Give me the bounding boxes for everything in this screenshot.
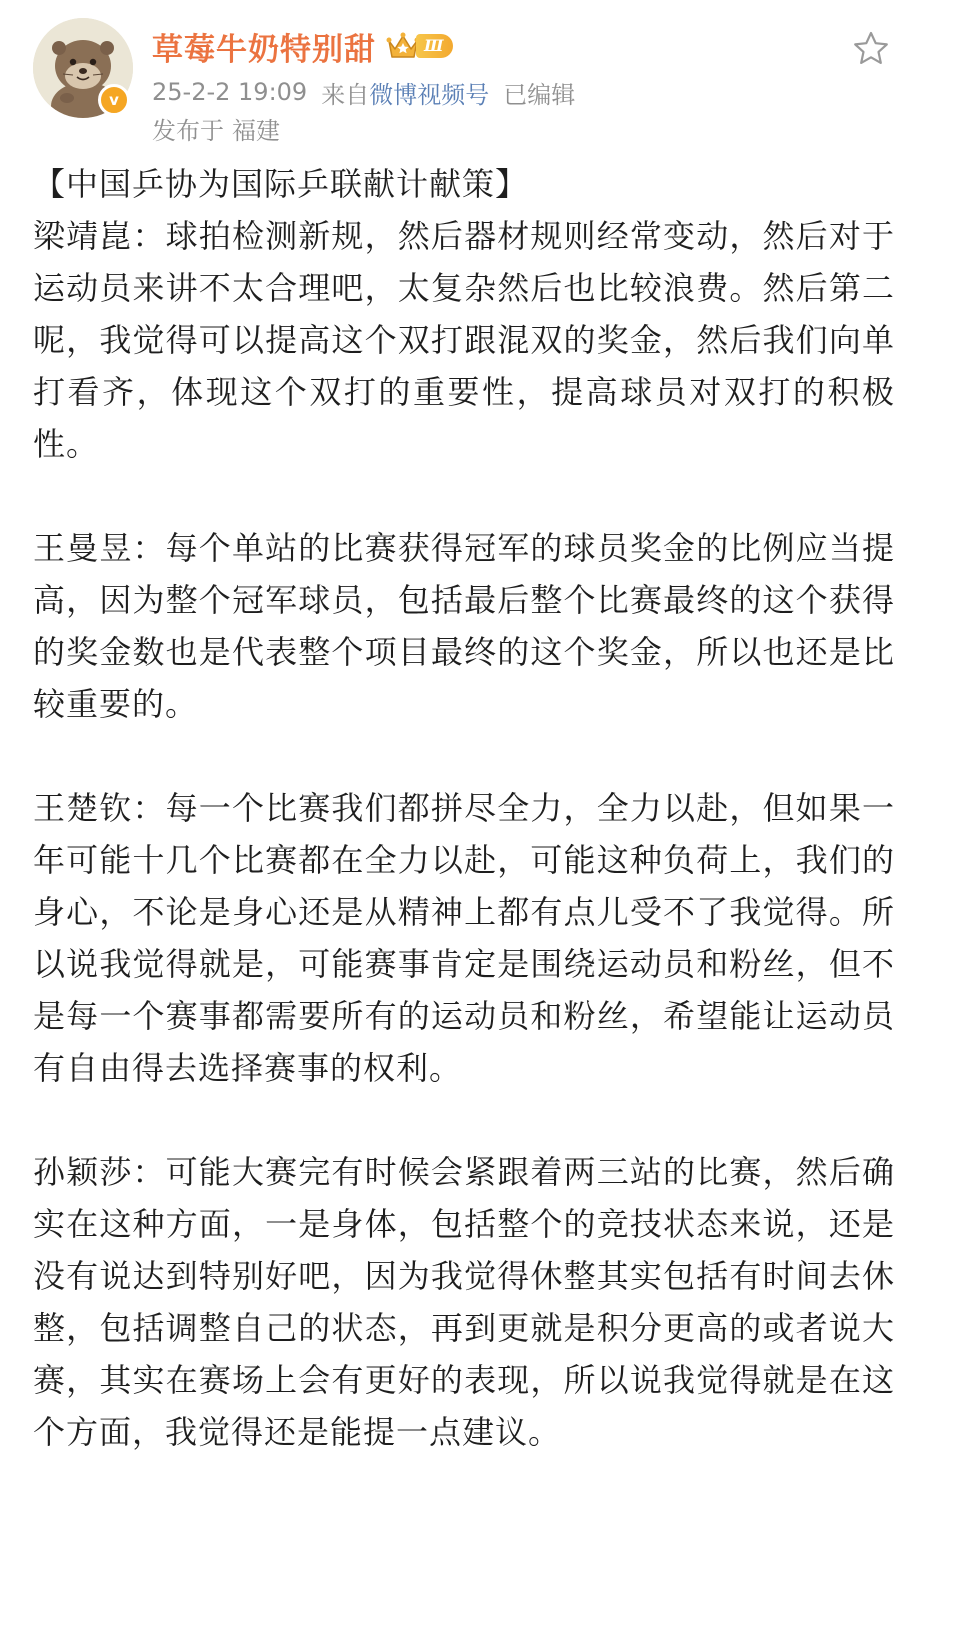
username-row [152, 24, 453, 68]
crown-icon [386, 31, 420, 61]
post-location [152, 112, 280, 144]
source-prefix: 来自 [321, 80, 370, 109]
vip-badge[interactable] [386, 31, 453, 61]
paragraph-sun-yingsha: 孙颖莎：可能大赛完有时候会紧跟着两三站的比赛，然后确实在这种方面，一是身体，包括整个的竞技状态来说，还是没有说达到特别好吧，因为我觉得休整其实包括有时间去休整，包括调整自己的状态，再到更就是积分更高的或者说大赛，其实在赛场上会有更好的表现，所以说我觉得就是在这个方面，我觉得还是能提一点建议。 [33, 1153, 895, 1451]
paragraph-gap [33, 470, 895, 522]
author-name[interactable]: 草莓牛奶特别甜 [152, 31, 376, 68]
post-date: 25-2-2 19:09 [152, 78, 308, 106]
paragraph-liang-jingkun: 梁靖崑：球拍检测新规，然后器材规则经常变动，然后对于运动员来讲不太合理吧，太复杂然后也比较浪费。然后第二呢，我觉得可以提高这个双打跟混双的奖金，然后我们向单打看齐，体现这个双打的重要性，提高球员对双打的积极性。 [33, 217, 895, 463]
edited-label[interactable]: 已编辑 [503, 80, 576, 109]
paragraph-wang-manyu: 王曼昱：每个单站的比赛获得冠军的球员奖金的比例应当提高，因为整个冠军球员，包括最后整个比赛最终的这个获得的奖金数也是代表整个项目最终的这个奖金，所以也还是比较重要的。 [33, 529, 895, 723]
paragraph-gap [33, 1094, 895, 1146]
source-link[interactable]: 微博视频号 [369, 80, 490, 109]
location-prefix: 发布于 [152, 116, 224, 145]
post-body [33, 158, 895, 1458]
paragraph-gap [33, 730, 895, 782]
location-value: 福建 [232, 116, 280, 145]
verified-badge: v [98, 84, 130, 116]
vip-level: Ⅲ [416, 34, 453, 58]
paragraph-wang-chuqin: 王楚钦：每一个比赛我们都拼尽全力，全力以赴，但如果一年可能十几个比赛都在全力以赴，可能这种负荷上，我们的身心，不论是身心还是从精神上都有点儿受不了我觉得。所以说我觉得就是，可能赛事肯定是围绕运动员和粉丝，但不是每一个赛事都需要所有的运动员和粉丝，希望能让运动员有自由得去选择赛事的权利。 [33, 789, 895, 1087]
post-title: 【中国乒协为国际乒联献计献策】 [33, 165, 529, 203]
star-icon[interactable] [852, 30, 890, 68]
post-meta [152, 76, 575, 108]
post-header [0, 0, 960, 160]
